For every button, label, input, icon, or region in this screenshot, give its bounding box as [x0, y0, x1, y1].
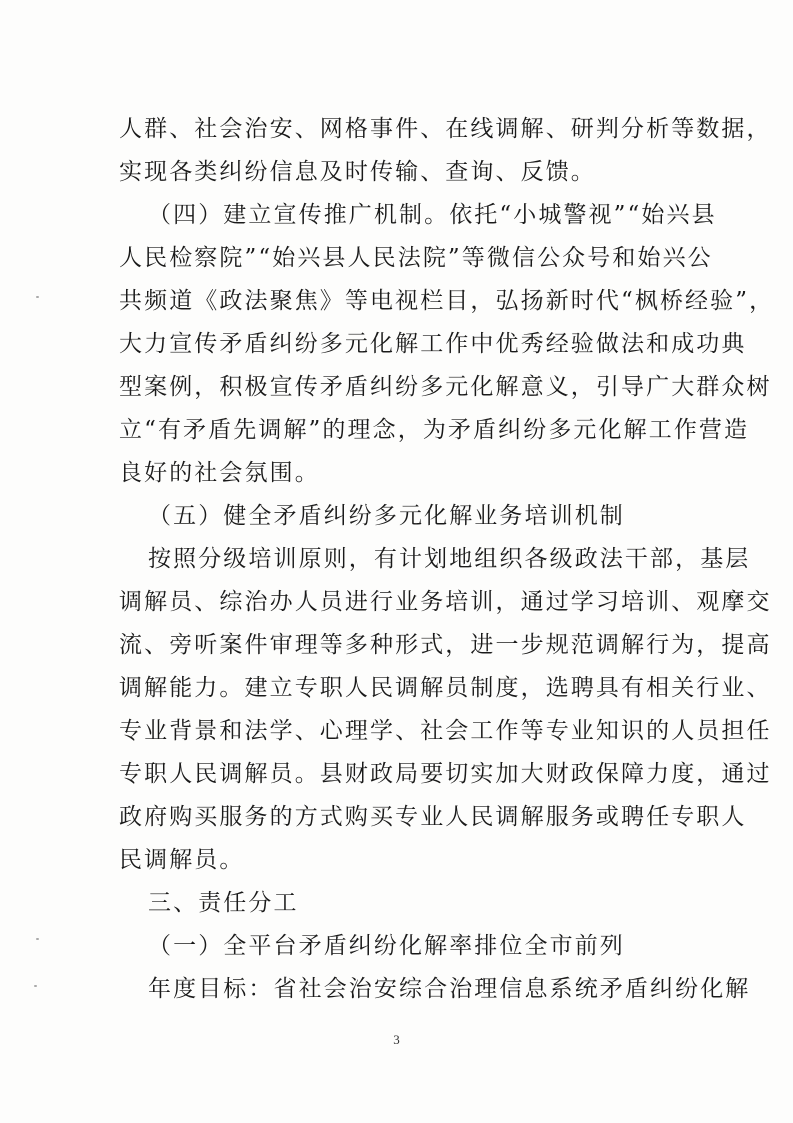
- scan-speck: [36, 296, 39, 298]
- text-line: 人民检察院”“始兴县人民法院”等微信公众号和始兴公: [119, 245, 713, 271]
- section-heading-1: （一）全平台矛盾纠纷化解率排位全市前列: [148, 933, 625, 959]
- text-line: 共频道《政法聚焦》等电视栏目，弘扬新时代“枫桥经验”，: [119, 288, 775, 314]
- text-line: 立“有矛盾先调解”的理念，为矛盾纠纷多元化解工作营造: [119, 417, 750, 443]
- text-line: 流、旁听案件审理等多种形式，进一步规范调解行为，提高: [119, 632, 772, 658]
- text-line: 良好的社会氛围。: [119, 460, 320, 486]
- text-line: 人群、社会治安、网格事件、在线调解、研判分析等数据，: [119, 116, 772, 142]
- scan-speck: [34, 985, 37, 987]
- section-heading-4: （四）建立宣传推广机制。依托“小城警视”“始兴县: [148, 202, 717, 228]
- text-line: 专职人民调解员。县财政局要切实加大财政保障力度，通过: [119, 761, 772, 787]
- page-number: 3: [393, 1032, 400, 1047]
- text-line: 实现各类纠纷信息及时传输、查询、反馈。: [119, 159, 596, 185]
- text-line: 调解能力。建立专职人民调解员制度，选聘具有相关行业、: [119, 675, 772, 701]
- text-line: 专业背景和法学、心理学、社会工作等专业知识的人员担任: [119, 718, 772, 744]
- chapter-heading-3: 三、责任分工: [148, 890, 299, 916]
- text-line: 政府购买服务的方式购买专业人民调解服务或聘任专职人: [119, 804, 747, 830]
- section-heading-5: （五）健全矛盾纠纷多元化解业务培训机制: [148, 503, 625, 529]
- text-line: 调解员、综治办人员进行业务培训，通过学习培训、观摩交: [119, 589, 772, 615]
- text-line: 年度目标：省社会治安综合治理信息系统矛盾纠纷化解: [148, 976, 751, 1002]
- text-line: 按照分级培训原则，有计划地组织各级政法干部，基层: [148, 546, 751, 572]
- text-line: 大力宣传矛盾纠纷多元化解工作中优秀经验做法和成功典: [119, 331, 747, 357]
- scan-speck: [36, 938, 39, 940]
- text-line: 民调解员。: [119, 847, 245, 873]
- text-line: 型案例，积极宣传矛盾纠纷多元化解意义，引导广大群众树: [119, 374, 772, 400]
